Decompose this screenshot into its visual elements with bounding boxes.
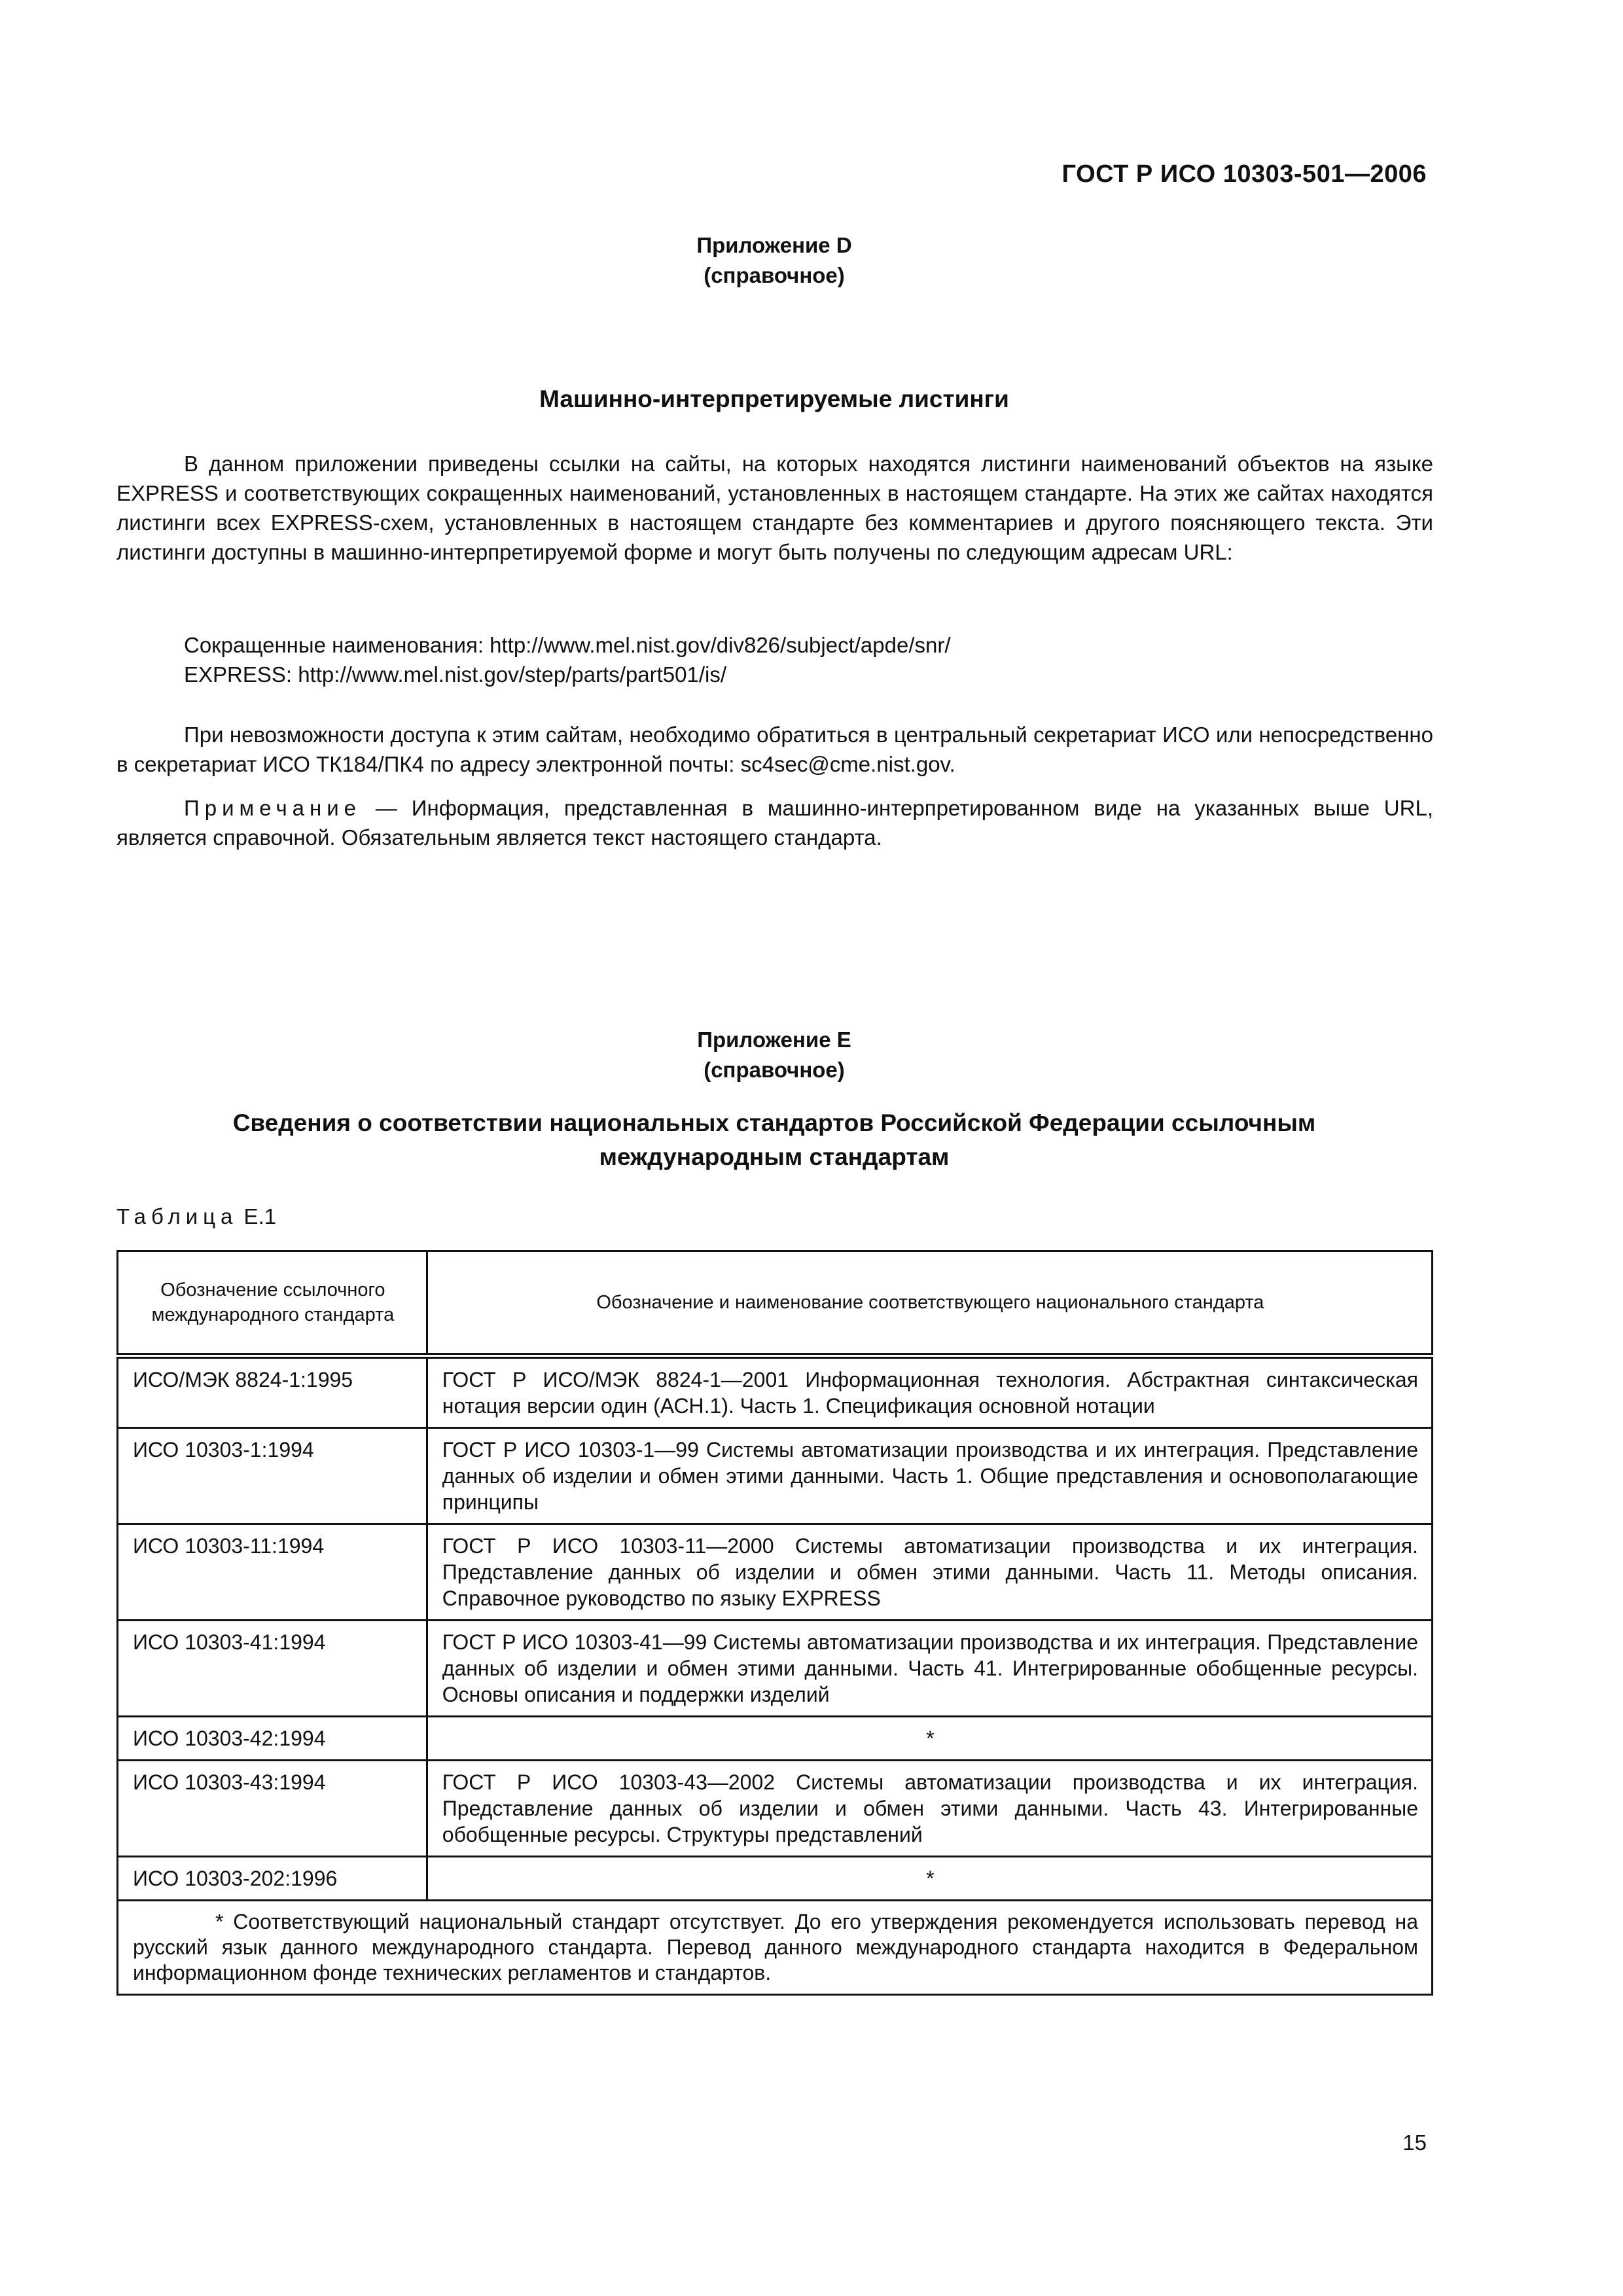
table-footnote [118,1901,1433,1995]
national-standard-cell: ГОСТ Р ИСО/МЭК 8824-1—2001 Информационная технология. Абстрактная синтаксическая нотация версии один (АСН.1). Часть 1. Спецификация основной нотации [427,1356,1432,1428]
appendix-d-label: Приложение D [696,233,852,257]
national-standard-cell: ГОСТ Р ИСО 10303-1—99 Системы автоматизации производства и их интеграция. Представление данных об изделии и обмен этими данными. Часть 1. Общие представления и основополагающие принципы [427,1428,1432,1524]
table-caption [116,1204,276,1229]
appendix-e-status: (справочное) [704,1058,845,1082]
table-row [118,1857,1433,1901]
note-text: — Информация, представленная в машинно-интерпретированном виде на указанных выше URL, является справочной. Обязательным является текст настоящего стандарта. [116,796,1433,850]
appendix-e-title-line-1: Сведения о соответствии национальных стандартов Российской Федерации ссылочным [232,1109,1316,1136]
header-international-standard: Обозначение ссылочного международного стандарта [118,1251,427,1356]
appendix-e-title-line-2: международным стандартам [599,1143,950,1170]
appendix-e-title [116,1106,1432,1174]
url-short-names[interactable]: Сокращенные наименования: http://www.mel.nist.gov/div826/subject/apde/snr/ [184,633,951,657]
table-caption-word: Таблица [116,1204,238,1229]
table-row [118,1717,1433,1761]
note-label: Примечание [184,796,362,820]
url-express[interactable]: EXPRESS: http://www.mel.nist.gov/step/parts/part501/is/ [184,662,727,687]
intl-standard-cell: ИСО/МЭК 8824-1:1995 [118,1356,427,1428]
intl-standard-cell: ИСО 10303-202:1996 [118,1857,427,1901]
page-number: 15 [1402,2130,1427,2155]
intl-standard-cell: ИСО 10303-43:1994 [118,1761,427,1857]
appendix-e-label: Приложение E [697,1028,851,1052]
table-footnote-row [118,1901,1433,1995]
intl-standard-cell: ИСО 10303-42:1994 [118,1717,427,1761]
appendix-d-paragraph-1 [116,449,1433,567]
table-row [118,1428,1433,1524]
appendix-d-status: (справочное) [704,263,845,287]
table-row [118,1761,1433,1857]
paragraph-text: При невозможности доступа к этим сайтам, необходимо обратиться в центральный секретариат ИСО или непосредственно в секретариат ИСО ТК184/ПК4 по адресу электронной почты: sc4sec@cme.nist.gov. [116,723,1433,776]
standards-correspondence-table [116,1250,1433,1996]
paragraph-text: В данном приложении приведены ссылки на сайты, на которых находятся листинги наименований объектов на языке EXPRESS и соответствующих сокращенных наименований, установленных в настоящем стандарте. На этих же сайтах находятся листинги всех EXPRESS-схем, установленных в настоящем стандарте без комментариев и другого поясняющего текста. Эти листинги доступны в машинно-интерпретируемой форме и могут быть получены по следующим адресам URL: [116,452,1433,564]
header-national-standard: Обозначение и наименование соответствующего национального стандарта [427,1251,1432,1356]
table-row [118,1356,1433,1428]
appendix-e-heading [116,1025,1432,1085]
appendix-d-note [116,793,1433,852]
national-standard-cell: ГОСТ Р ИСО 10303-11—2000 Системы автоматизации производства и их интеграция. Представление данных об изделии и обмен этими данными. Часть 11. Методы описания. Справочное руководство по языку EXPRESS [427,1524,1432,1621]
table-caption-number: Е.1 [238,1204,277,1229]
appendix-d-heading [116,230,1432,291]
national-standard-cell: ГОСТ Р ИСО 10303-41—99 Системы автоматизации производства и их интеграция. Представление данных об изделии и обмен этими данными. Часть 41. Интегрированные обобщенные ресурсы. Основы описания и поддержки изделий [427,1621,1432,1717]
intl-standard-cell: ИСО 10303-11:1994 [118,1524,427,1621]
document-code: ГОСТ Р ИСО 10303-501—2006 [1061,160,1427,188]
national-standard-cell: * [427,1857,1432,1901]
table-row [118,1621,1433,1717]
intl-standard-cell: ИСО 10303-41:1994 [118,1621,427,1717]
national-standard-cell: ГОСТ Р ИСО 10303-43—2002 Системы автоматизации производства и их интеграция. Представление данных об изделии и обмен этими данными. Часть 43. Интегрированные обобщенные ресурсы. Структуры представлений [427,1761,1432,1857]
table-row [118,1524,1433,1621]
url-list [184,630,1427,689]
appendix-d-title: Машинно-интерпретируемые листинги [539,386,1009,412]
intl-standard-cell: ИСО 10303-1:1994 [118,1428,427,1524]
table-header-row [118,1251,1433,1356]
appendix-d-paragraph-2 [116,720,1433,779]
footnote-text: * Соответствующий национальный стандарт отсутствует. До его утверждения рекомендуется использовать перевод на русский язык данного международного стандарта. Перевод данного международного стандарта находится в Федеральном информационном фонде технических регламентов и стандартов. [133,1910,1418,1984]
national-standard-cell: * [427,1717,1432,1761]
